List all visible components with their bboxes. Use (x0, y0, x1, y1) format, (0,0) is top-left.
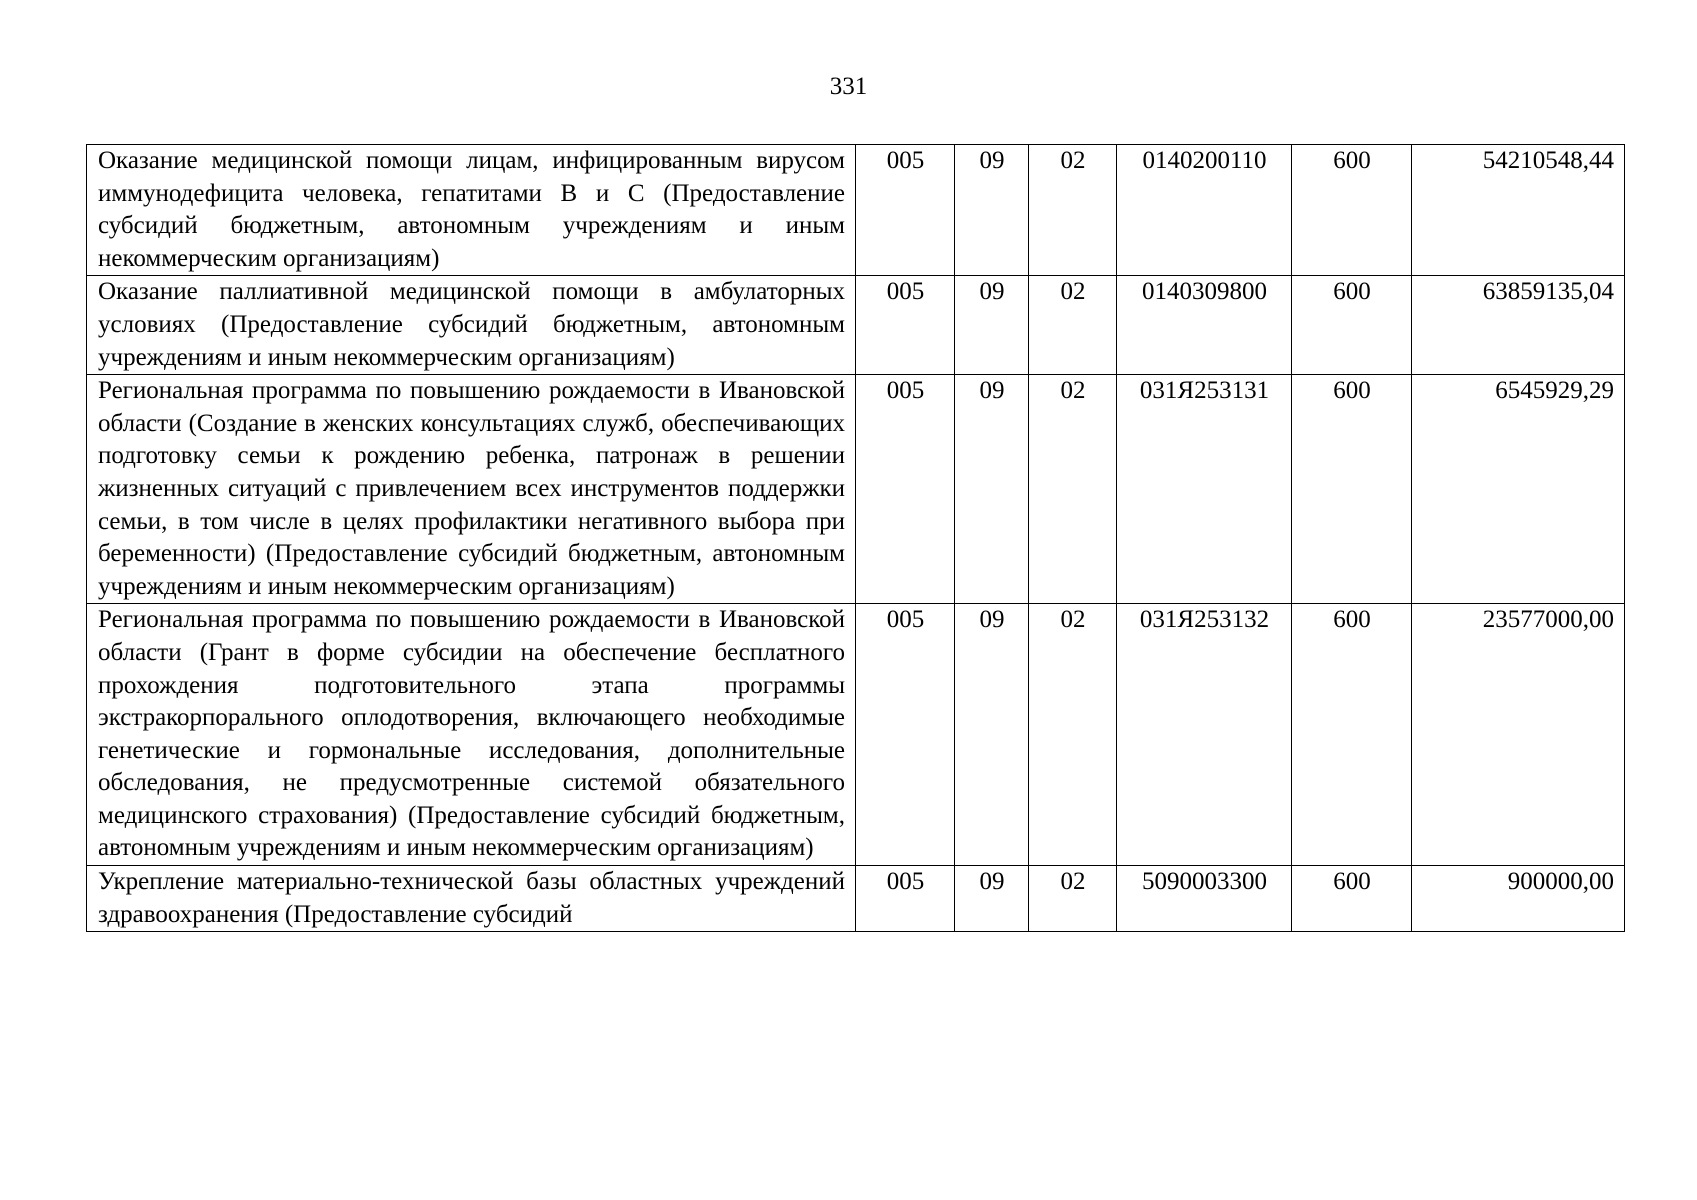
subsection-code: 02 (1029, 276, 1117, 375)
expense-type-code: 600 (1292, 866, 1412, 932)
subsection-code: 02 (1029, 145, 1117, 276)
table-row (87, 276, 1625, 375)
amount: 900000,00 (1412, 866, 1625, 932)
ministry-code: 005 (856, 604, 955, 866)
subsection-code: 02 (1029, 604, 1117, 866)
subsection-code: 02 (1029, 375, 1117, 604)
expense-type-code: 600 (1292, 375, 1412, 604)
ministry-code: 005 (856, 145, 955, 276)
amount: 54210548,44 (1412, 145, 1625, 276)
row-description: Оказание паллиативной медицинской помощи в амбулаторных условиях (Предоставление субсидий бюджетным, автономным учреждениям и иным некоммерческим организациям) (87, 276, 856, 375)
expense-type-code: 600 (1292, 604, 1412, 866)
section-code: 09 (955, 276, 1029, 375)
row-description: Укрепление материально-технической базы областных учреждений здравоохранения (Предоставление субсидий (87, 866, 856, 932)
section-code: 09 (955, 145, 1029, 276)
table-row (87, 145, 1625, 276)
table-row (87, 866, 1625, 932)
row-description: Региональная программа по повышению рождаемости в Ивановской области (Грант в форме субсидии на обеспечение бесплатного прохождения подготовительного этапа программы экстракорпорального оплодотворения, включающего необходимые генетические и гормональные исследования, дополнительные обследования, не предусмотренные системой обязательного медицинского страхования) (Предоставление субсидий бюджетным, автономным учреждениям и иным некоммерческим организациям) (87, 604, 856, 866)
subsection-code: 02 (1029, 866, 1117, 932)
section-code: 09 (955, 375, 1029, 604)
table-row (87, 375, 1625, 604)
budget-table (86, 144, 1625, 932)
row-description: Оказание медицинской помощи лицам, инфицированным вирусом иммунодефицита человека, гепатитами В и С (Предоставление субсидий бюджетным, автономным учреждениям и иным некоммерческим организациям) (87, 145, 856, 276)
row-description: Региональная программа по повышению рождаемости в Ивановской области (Создание в женских консультациях служб, обеспечивающих подготовку семьи к рождению ребенка, патронаж в решении жизненных ситуаций с привлечением всех инструментов поддержки семьи, в том числе в целях профилактики негативного выбора при беременности) (Предоставление субсидий бюджетным, автономным учреждениям и иным некоммерческим организациям) (87, 375, 856, 604)
ministry-code: 005 (856, 276, 955, 375)
target-article-code: 0140309800 (1117, 276, 1292, 375)
section-code: 09 (955, 866, 1029, 932)
expense-type-code: 600 (1292, 276, 1412, 375)
amount: 6545929,29 (1412, 375, 1625, 604)
ministry-code: 005 (856, 866, 955, 932)
section-code: 09 (955, 604, 1029, 866)
target-article-code: 0140200110 (1117, 145, 1292, 276)
target-article-code: 031Я253131 (1117, 375, 1292, 604)
table-row (87, 604, 1625, 866)
target-article-code: 031Я253132 (1117, 604, 1292, 866)
ministry-code: 005 (856, 375, 955, 604)
expense-type-code: 600 (1292, 145, 1412, 276)
page-number: 331 (829, 73, 868, 100)
amount: 23577000,00 (1412, 604, 1625, 866)
target-article-code: 5090003300 (1117, 866, 1292, 932)
amount: 63859135,04 (1412, 276, 1625, 375)
